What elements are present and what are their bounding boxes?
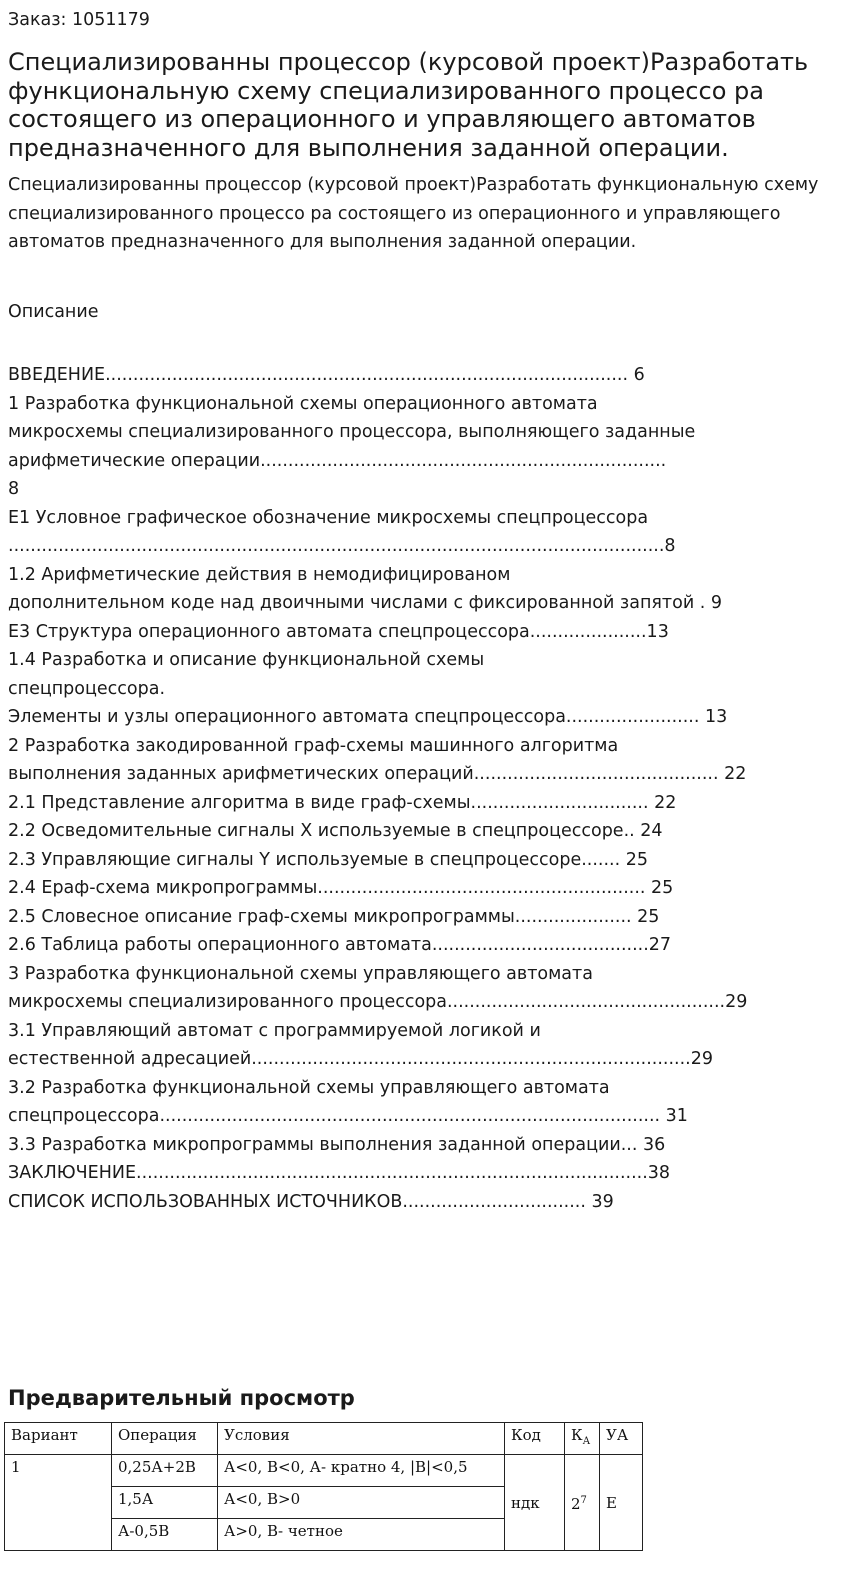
- ka-value-base: 2: [571, 1495, 581, 1513]
- toc-line: ЗАКЛЮЧЕНИЕ............................................................................................38: [8, 1163, 671, 1183]
- toc-line: 2.4 Ераф-схема микропрограммы........................................................... 25: [8, 878, 674, 898]
- table-row: [5, 1455, 643, 1487]
- toc-line: спецпроцессора.......................................................................................... 31: [8, 1106, 688, 1126]
- ka-base: К: [571, 1426, 583, 1444]
- toc-line: 2.6 Таблица работы операционного автомата.......................................27: [8, 935, 672, 955]
- header-ua: УА: [600, 1423, 643, 1455]
- header-conditions: Условия: [218, 1423, 505, 1455]
- page-title: Специализированны процессор (курсовой проект)Разработать функциональную схему специализированного процессо ра состоящего из операционного и управляющего автоматов предназначенного для выполнения заданной операции.: [8, 48, 809, 162]
- toc-line: 8: [8, 479, 20, 499]
- header-ka: [565, 1423, 600, 1455]
- cell-code: ндк: [505, 1455, 565, 1551]
- toc-line: 2.5 Словесное описание граф-схемы микропрограммы..................... 25: [8, 906, 660, 927]
- toc-line: 1.2 Арифметические действия в немодифицированом: [8, 564, 511, 585]
- toc-line: 3.3 Разработка микропрограммы выполнения заданной операции... 36: [8, 1134, 666, 1155]
- cell-ua: Е: [600, 1455, 643, 1551]
- cell-conditions: А>0, В- четное: [218, 1519, 505, 1551]
- toc-line: СПИСОК ИСПОЛЬЗОВАННЫХ ИСТОЧНИКОВ................................. 39: [8, 1191, 614, 1212]
- cell-conditions: А<0, В<0, А- кратно 4, |В|<0,5: [218, 1455, 505, 1487]
- toc-line: микросхемы специализированного процессора..................................................29: [8, 992, 748, 1012]
- toc-line: 1 Разработка функциональной схемы операционного автомата: [8, 393, 598, 414]
- toc-line: 3.2 Разработка функциональной схемы управляющего автомата: [8, 1077, 610, 1098]
- order-number: Заказ: 1051179: [8, 10, 150, 30]
- toc-line: Элементы и узлы операционного автомата спецпроцессора........................ 13: [8, 707, 728, 727]
- table-of-contents: [8, 361, 840, 1216]
- toc-line: 2.3 Управляющие сигналы Y используемые в спецпроцессоре....... 25: [8, 849, 649, 870]
- lead-paragraph: Специализированны процессор (курсовой проект)Разработать функциональную схему специализированного процессо ра состоящего из операционного и управляющего автоматов предназначенного для выполнения заданной операции.: [8, 175, 819, 252]
- toc-line: 1.4 Разработка и описание функциональной схемы: [8, 650, 485, 670]
- header-code: Код: [505, 1423, 565, 1455]
- toc-line: ......................................................................................................................8: [8, 536, 676, 556]
- toc-line: микросхемы специализированного процессора, выполняющего заданные: [8, 422, 696, 442]
- toc-line: естественной адресацией...............................................................................29: [8, 1049, 713, 1069]
- toc-line: дополнительном коде над двоичными числами с фиксированной запятой . 9: [8, 593, 723, 613]
- variant-table: [4, 1422, 643, 1551]
- header-variant: Вариант: [5, 1423, 112, 1455]
- ka-value-exponent: 7: [580, 1495, 587, 1506]
- toc-line: 2.2 Осведомительные сигналы Х используемые в спецпроцессоре.. 24: [8, 821, 663, 841]
- toc-line: ВВЕДЕНИЕ.............................................................................................. 6: [8, 365, 645, 385]
- toc-line: арифметические операции.........................................................................: [8, 450, 667, 471]
- toc-line: выполнения заданных арифметических операций............................................ 22: [8, 764, 747, 784]
- toc-line: 2.1 Представление алгоритма в виде граф-схемы................................ 22: [8, 792, 677, 813]
- cell-operation: 0,25А+2В: [112, 1455, 218, 1487]
- preview-heading: Предварительный просмотр: [8, 1386, 355, 1410]
- cell-variant: 1: [5, 1455, 112, 1551]
- toc-line: Е3 Структура операционного автомата спецпроцессора.....................13: [8, 621, 669, 642]
- cell-operation: А-0,5В: [112, 1519, 218, 1551]
- header-operation: Операция: [112, 1423, 218, 1455]
- cell-ka: [565, 1455, 600, 1551]
- cell-operation: 1,5А: [112, 1487, 218, 1519]
- toc-line: 3 Разработка функциональной схемы управляющего автомата: [8, 963, 593, 984]
- description-heading: Описание: [8, 302, 99, 322]
- cell-conditions: А<0, В>0: [218, 1487, 505, 1519]
- toc-line: спецпроцессора.: [8, 678, 166, 699]
- toc-line: Е1 Условное графическое обозначение микросхемы спецпроцессора: [8, 507, 649, 528]
- ka-subscript: А: [582, 1436, 591, 1447]
- toc-line: 2 Разработка закодированной граф-схемы машинного алгоритма: [8, 735, 619, 756]
- table-header-row: [5, 1423, 643, 1455]
- toc-line: 3.1 Управляющий автомат с программируемой логикой и: [8, 1020, 541, 1041]
